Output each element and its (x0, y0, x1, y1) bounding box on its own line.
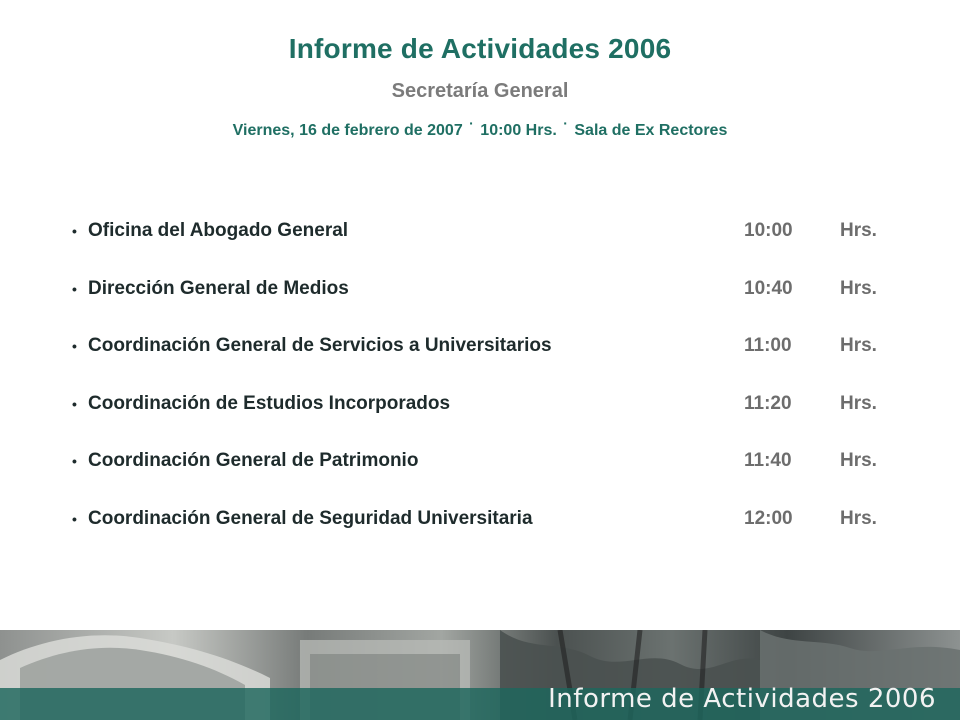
agenda-item-time: 11:40 (744, 450, 792, 471)
agenda-item-unit: Hrs. (840, 277, 877, 299)
event-venue: Sala de Ex Rectores (574, 122, 728, 139)
agenda-item-name: Coordinación de Estudios Incorporados (88, 392, 451, 414)
footer-banner (0, 630, 960, 720)
agenda-item-time: 12:00 (744, 507, 793, 529)
page-subtitle: Secretaría General (391, 80, 569, 102)
event-time: 10:00 Hrs. (480, 122, 557, 139)
bullet-icon: • (72, 223, 77, 239)
agenda-item (72, 333, 892, 391)
agenda-item-time: 10:00 (744, 220, 793, 241)
agenda-item (72, 448, 892, 506)
agenda-item (72, 218, 892, 276)
agenda-item-unit: Hrs. (840, 392, 877, 414)
agenda-item-time: 10:40 (744, 277, 793, 299)
agenda-item-unit: Hrs. (840, 507, 877, 529)
agenda-item (72, 506, 892, 564)
meta-separator: · (469, 115, 474, 131)
event-date: Viernes, 16 de febrero de 2007 (232, 122, 463, 139)
agenda-item-unit: Hrs. (840, 450, 877, 471)
agenda-item-time: 11:20 (744, 392, 792, 414)
agenda-item-unit: Hrs. (840, 220, 877, 241)
event-meta-line (0, 115, 960, 140)
bullet-icon: • (72, 338, 77, 354)
agenda-item-time: 11:00 (744, 335, 792, 356)
bullet-icon: • (72, 395, 77, 412)
agenda-item-name: Coordinación General de Seguridad Universitaria (88, 507, 533, 529)
agenda-item (72, 276, 892, 334)
agenda-item-name: Oficina del Abogado General (88, 220, 349, 241)
agenda-item-name: Dirección General de Medios (88, 277, 349, 299)
bullet-icon: • (72, 453, 77, 469)
bullet-icon: • (72, 280, 77, 297)
meta-separator: · (563, 115, 568, 131)
agenda-item (72, 391, 892, 449)
agenda-item-name: Coordinación General de Patrimonio (88, 450, 419, 471)
agenda-list (72, 218, 892, 563)
banner-title: Informe de Actividades 2006 (548, 684, 936, 714)
bullet-icon: • (72, 510, 77, 527)
page-title: Informe de Actividades 2006 (288, 33, 672, 64)
agenda-item-name: Coordinación General de Servicios a Universitarios (88, 335, 552, 356)
agenda-item-unit: Hrs. (840, 335, 877, 356)
